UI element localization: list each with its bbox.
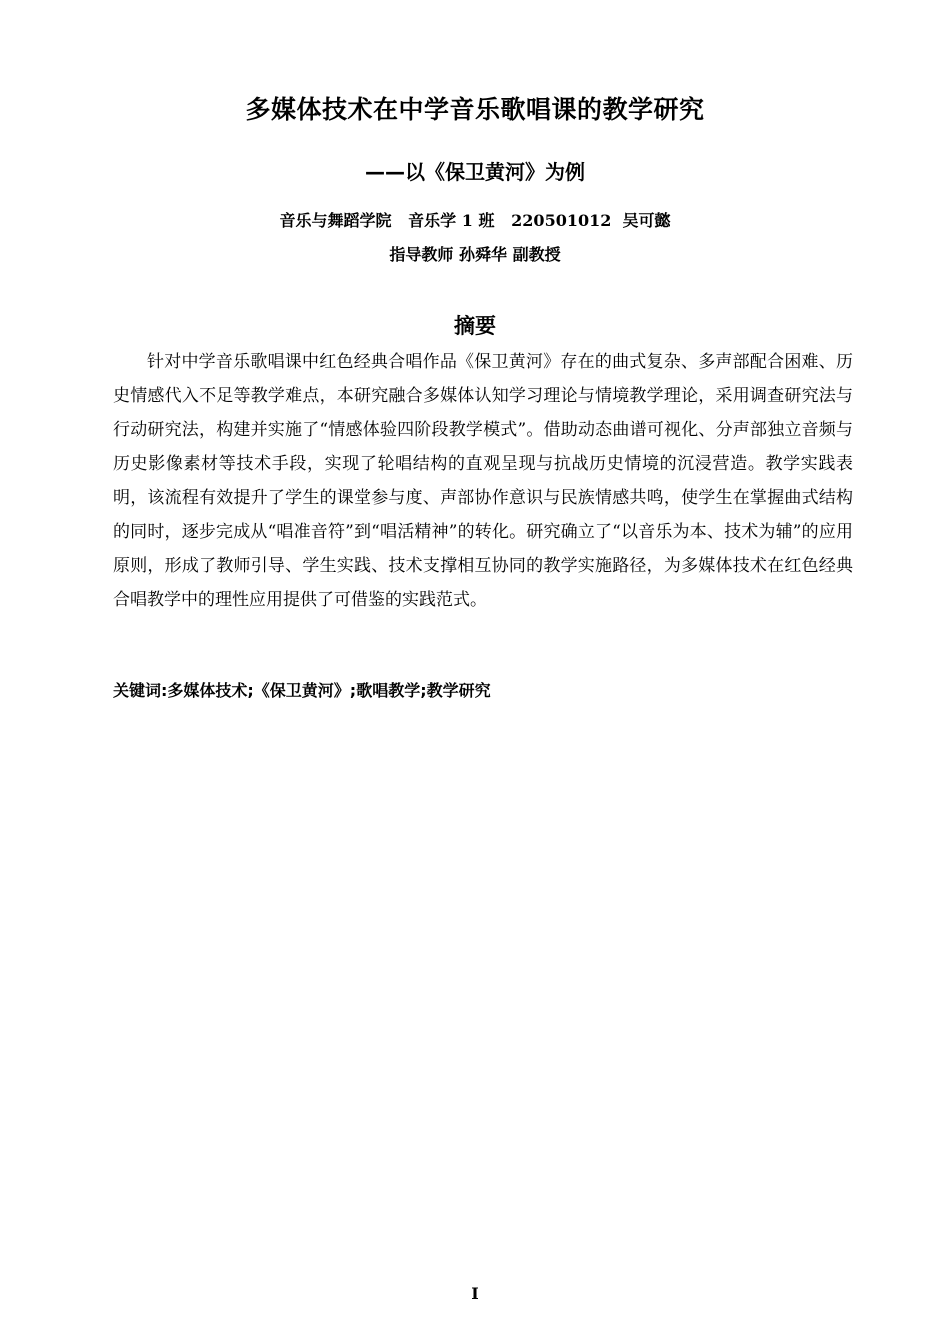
abstract-body: 针对中学音乐歌唱课中红色经典合唱作品《保卫黄河》存在的曲式复杂、多声部配合困难、历史情感代入不足等教学难点，本研究融合多媒体认知学习理论与情境教学理论，采用调查研究法与行动研究法，构建并实施了“情感体验四阶段教学模式”。借助动态曲谱可视化、分声部独立音频与历史影像素材等技术手段，实现了轮唱结构的直观呈现与抗战历史情境的沉浸营造。教学实践表明，该流程有效提升了学生的课堂参与度、声部协作意识与民族情感共鸣，使学生在掌握曲式结构的同时，逐步完成从“唱准音符”到“唱活精神”的转化。研究确立了“以音乐为本、技术为辅”的应用原则，形成了教师引导、学生实践、技术支撑相互协同的教学实施路径，为多媒体技术在红色经典合唱教学中的理性应用提供了可借鉴的实践范式。 [113,352,853,610]
paper-title: 多媒体技术在中学音乐歌唱课的教学研究 [245,95,705,124]
abstract-heading: 摘要 [454,314,496,338]
paper-subtitle: ——以《保卫黄河》为例 [365,160,585,184]
author-line: 音乐与舞蹈学院 音乐学 1 班 220501012 吴可懿 [279,211,671,230]
advisor-line: 指导教师 孙舜华 副教授 [389,245,561,264]
keywords-line: 关键词:多媒体技术;《保卫黄河》;歌唱教学;教学研究 [113,681,491,700]
page-number: I [471,1284,479,1303]
